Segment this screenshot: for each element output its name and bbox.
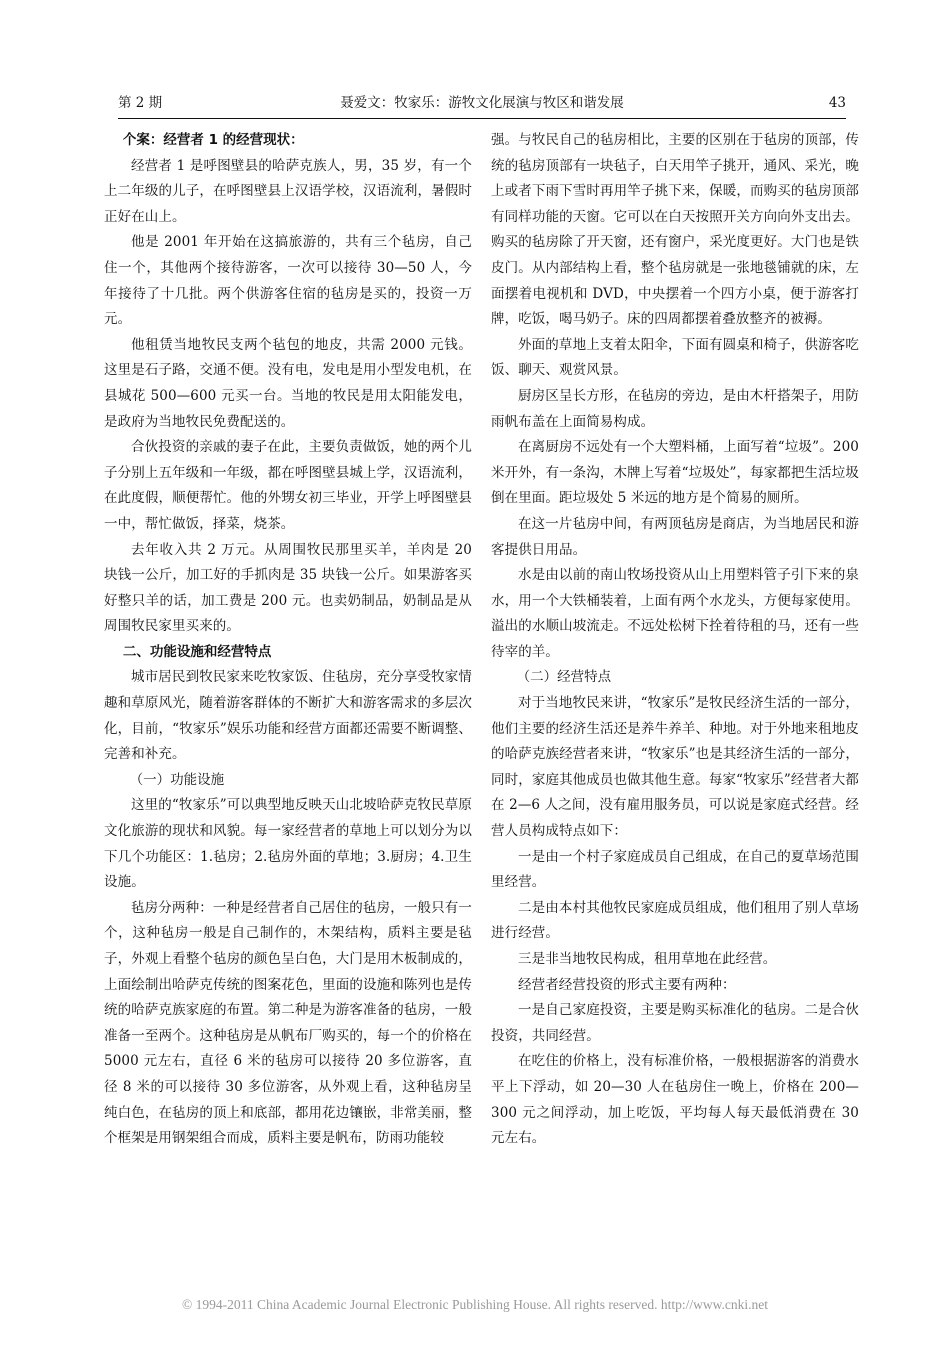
paragraph: 厨房区呈长方形，在毡房的旁边，是由木杆搭架子，用防雨帆布盖在上面简易构成。	[491, 387, 859, 430]
paragraph: 一是由一个村子家庭成员自己组成，在自己的夏草场范围里经营。	[491, 848, 859, 891]
subsection-heading: （二）经营特点	[516, 669, 612, 686]
paragraph: 去年收入共 2 万元。从周围牧民那里买羊，羊肉是 20 块钱一公斤，加工好的手抓肉是 35 块钱一公斤。如果游客买好整只羊的话，加工费是 200 元。也卖奶制品，奶制品是从周围牧民家里买来的。	[104, 541, 472, 635]
paragraph: 强。与牧民自己的毡房相比，主要的区别在于毡房的顶部，传统的毡房顶部有一块毡子，白天用竿子挑开，通风、采光，晚上或者下雨下雪时再用竿子挑下来，保暖，而购买的毡房顶部有同样功能的天窗。它可以在白天按照开关方向向外支出去。购买的毡房除了开天窗，还有窗户，采光度更好。大门也是铁皮门。从内部结构上看，整个毡房就是一张地毯铺就的床，左面摆着电视机和 DVD，中央摆着一个四方小桌，便于游客打牌，吃饭，喝马奶子。床的四周都摆着叠放整齐的被褥。	[491, 132, 859, 328]
paragraph: 一是自己家庭投资，主要是购买标准化的毡房。二是合伙投资，共同经营。	[491, 1002, 859, 1044]
header-rule	[118, 118, 846, 119]
paragraph: 在离厨房不远处有一个大塑料桶，上面写着“垃圾”。200 米开外，有一条沟，木牌上写着“垃圾处”，每家都把生活垃圾倒在里面。距垃圾处 5 米远的地方是个简易的厕所。	[491, 439, 859, 507]
paragraph: 外面的草地上支着太阳伞，下面有圆桌和椅子，供游客吃饭、聊天、观赏风景。	[491, 336, 859, 379]
paragraph: 合伙投资的亲戚的妻子在此，主要负责做饭，她的两个儿子分别上五年级和一年级，都在呼图壁县城上学，汉语流利，在此度假，顺便帮忙。他的外甥女初三毕业，开学上呼图壁县一中，帮忙做饭，择菜，烧茶。	[104, 439, 472, 532]
left-column	[104, 128, 472, 1152]
paragraph: 在吃住的价格上，没有标准价格，一般根据游客的消费水平上下浮动，如 20—30 人在毡房住一晚上，价格在 200—300 元之间浮动，加上吃饭，平均每人每天最低消费在 30 元左右。	[491, 1053, 859, 1147]
section-heading: 个案：经营者 1 的经营现状：	[122, 132, 304, 148]
running-title: 聂爱文：牧家乐：游牧文化展演与牧区和谐发展	[340, 95, 624, 111]
paragraph: 这里的“牧家乐”可以典型地反映天山北坡哈萨克牧民草原文化旅游的现状和风貌。每一家经营者的草地上可以划分为以下几个功能区：1.毡房；2.毡房外面的草地；3.厨房；4.卫生设施。	[104, 797, 472, 891]
copyright-footer: © 1994-2011 China Academic Journal Electronic Publishing House. All rights reserved. http://www.cnki.net	[182, 1297, 768, 1312]
paragraph: 水是由以前的南山牧场投资从山上用塑料管子引下来的泉水，用一个大铁桶装着，上面有两个水龙头，方便每家使用。溢出的水顺山坡流走。不远处松树下拴着待租的马，还有一些待宰的羊。	[491, 567, 859, 660]
paragraph: 二是由本村其他牧民家庭成员组成，他们租用了别人草场进行经营。	[491, 899, 859, 942]
paragraph: 他是 2001 年开始在这搞旅游的，共有三个毡房，自己住一个，其他两个接待游客，一次可以接待 30—50 人，今年接待了十几批。两个供游客住宿的毡房是买的，投资一万元。	[104, 234, 472, 328]
paragraph: 经营者 1 是呼图壁县的哈萨克族人，男，35 岁，有一个上二年级的儿子，在呼图壁县上汉语学校，汉语流利，暑假时正好在山上。	[104, 157, 472, 225]
section-heading: 二、功能设施和经营特点	[122, 643, 272, 660]
issue-number: 第 2 期	[118, 95, 163, 111]
paragraph: 经营者经营投资的形式主要有两种：	[518, 976, 736, 993]
subsection-heading: （一）功能设施	[129, 771, 225, 788]
paragraph: 他租赁当地牧民支两个毡包的地皮，共需 2000 元钱。这里是石子路，交通不便。没有电，发电是用小型发电机，在县城花 500—600 元买一台。当地的牧民是用太阳能发电，是政府为当地牧民免费配送的。	[104, 336, 472, 430]
page-number: 43	[828, 95, 846, 111]
paragraph: 毡房分两种：一种是经营者自己居住的毡房，一般只有一个，这种毡房一般是自己制作的，木架结构，质料主要是毡子，外观上看整个毡房的颜色呈白色，大门是用木板制成的，上面绘制出哈萨克传统的图案花色，里面的设施和陈列也是传统的哈萨克族家庭的布置。第二种是为游客准备的毡房，一般准备一至两个。这种毡房是从帆布厂购买的，每一个的价格在 5000 元左右，直径 6 米的毡房可以接待 20 多位游客，直径 8 米的可以接待 30 多位游客，从外观上看，这种毡房呈纯白色，在毡房的顶上和底部，都用花边镶嵌，非常美丽，整个框架是用钢架组合而成，质料主要是帆布，防雨功能较	[104, 899, 472, 1147]
paragraph: 城市居民到牧民家来吃牧家饭、住毡房，充分享受牧家情趣和草原风光，随着游客群体的不断扩大和游客需求的多层次化，目前，“牧家乐”娱乐功能和经营方面都还需要不断调整、完善和补充。	[104, 669, 472, 763]
running-header	[118, 92, 846, 114]
paragraph: 三是非当地牧民构成，租用草地在此经营。	[518, 951, 777, 967]
right-column	[491, 128, 859, 1152]
paragraph: 在这一片毡房中间，有两顶毡房是商店，为当地居民和游客提供日用品。	[491, 515, 859, 558]
paragraph: 对于当地牧民来讲，“牧家乐”是牧民经济生活的一部分，他们主要的经济生活还是养牛养羊、种地。对于外地来租地皮的哈萨克族经营者来讲，“牧家乐”也是其经济生活的一部分，同时，家庭其他成员也做其他生意。每家“牧家乐”经营者大都在 2—6 人之间，没有雇用服务员，可以说是家庭式经营。经营人员构成特点如下：	[491, 695, 859, 840]
